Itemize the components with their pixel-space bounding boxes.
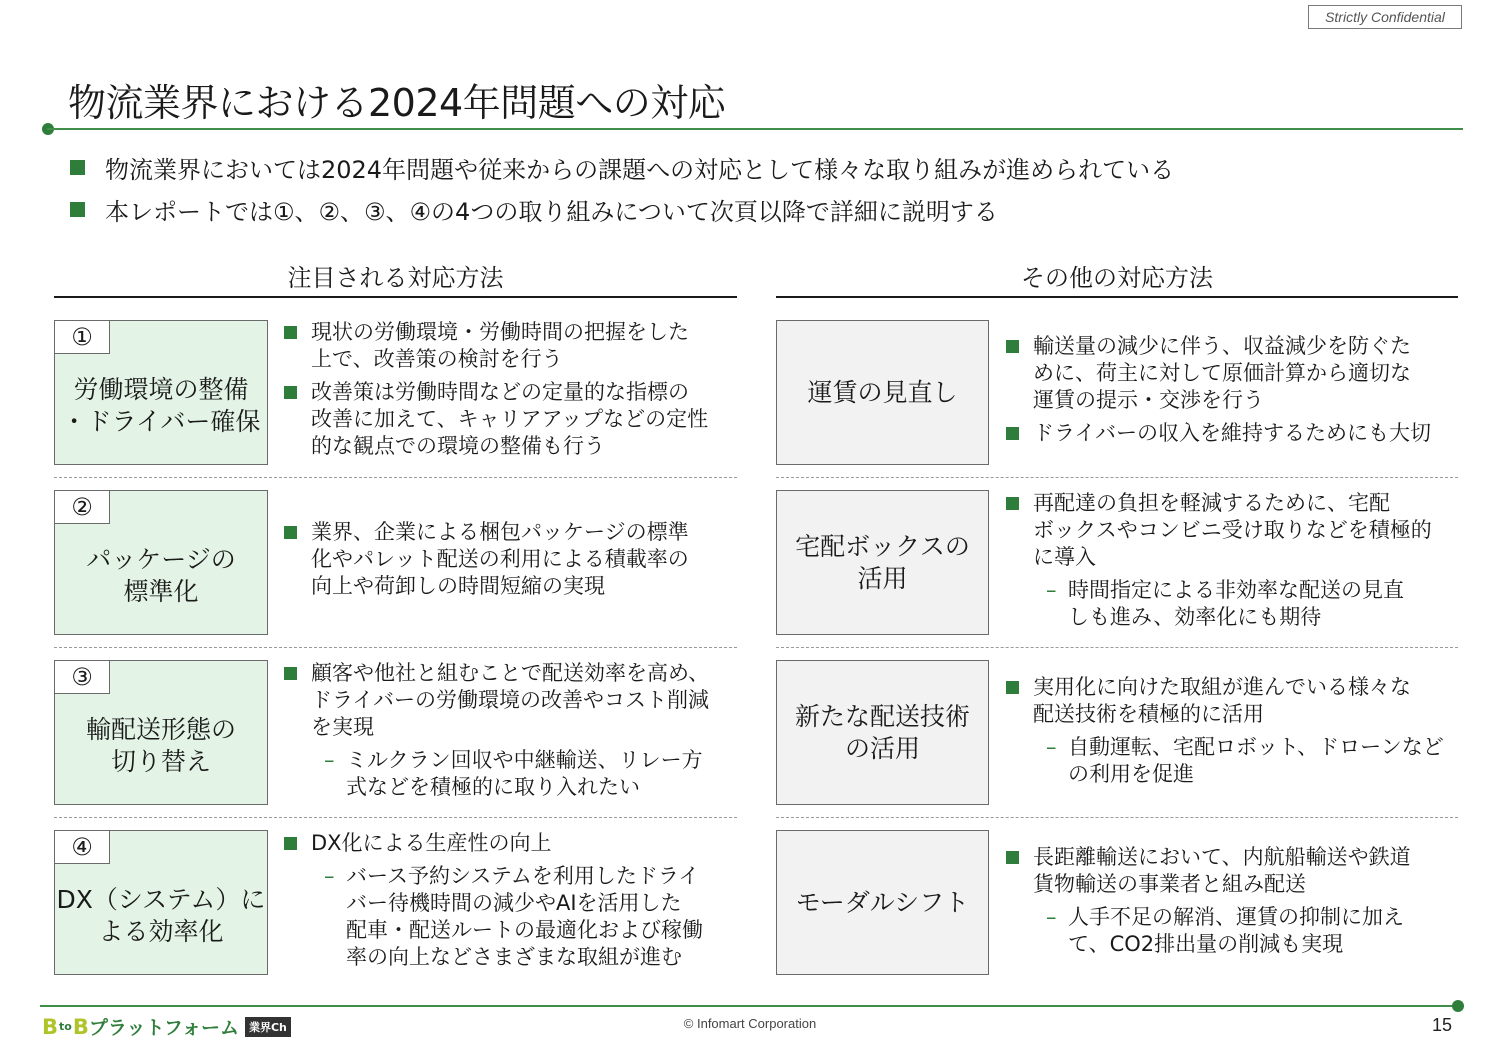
left-row-label-box-1 (54, 320, 268, 465)
page-title: 物流業界における2024年問題への対応 (68, 81, 726, 125)
bullet-square-icon (284, 526, 297, 539)
bullet-text: 業界、企業による梱包パッケージの標準 化やパレット配送の利用による積載率の 向上や荷卸しの時間短縮の実現 (311, 520, 689, 598)
logo-b1: B (42, 1014, 59, 1039)
row-label: 宅配ボックスの 活用 (795, 531, 970, 593)
right-row-label-box-2 (776, 490, 989, 635)
left-row-label-box-3 (54, 660, 268, 805)
right-row-label-box-1 (776, 320, 989, 465)
row-label: 輸配送形態の 切り替え (85, 714, 236, 776)
bullet-text: 改善策は労働時間などの定量的な指標の 改善に加えて、キャリアアップなどの定性 的な観点での環境の整備も行う (311, 380, 709, 458)
bullet-item (1006, 674, 1458, 728)
left-row-bullets-2 (284, 490, 736, 635)
row-divider-right-1 (776, 477, 1458, 478)
right-row-bullets-3 (1006, 660, 1458, 805)
bullet-text: 実用化に向けた取組が進んでいる様々な 配送技術を積極的に活用 (1033, 674, 1411, 726)
left-row-bullets-4 (284, 830, 736, 975)
right-column-heading: その他の対応方法 (1021, 264, 1213, 292)
bullet-square-icon (1006, 851, 1019, 864)
row-label: 新たな配送技術 の活用 (794, 701, 970, 763)
row-divider-left-2 (54, 647, 737, 648)
logo-tag: 業界Ch (245, 1017, 291, 1037)
bullet-item (1006, 490, 1458, 571)
row-label: 労働環境の整備 ・ドライバー確保 (61, 374, 261, 436)
bullet-square-icon (1006, 681, 1019, 694)
bullet-text: 長距離輸送において、内航船輸送や鉄道 貨物輸送の事業者と組み配送 (1033, 844, 1411, 896)
logo-b2: B (72, 1014, 89, 1039)
intro-bullet-2 (70, 192, 998, 227)
bullet-square-icon (284, 386, 297, 399)
intro-text-2: 本レポートでは①、②、③、④の4つの取り組みについて次頁以降で詳細に説明する (105, 198, 998, 226)
row-number-badge: ② (54, 490, 110, 524)
row-number-badge: ③ (54, 660, 110, 694)
bullet-square-icon (70, 160, 85, 175)
right-column-rule (776, 296, 1458, 298)
left-row-label-box-2 (54, 490, 268, 635)
bullet-text: 再配達の負担を軽減するために、宅配 ボックスやコンビニ受け取りなどを積極的 に導入 (1033, 491, 1432, 569)
bullet-item (1006, 333, 1458, 414)
page-number: 15 (1432, 1015, 1453, 1035)
dash-icon: – (1046, 578, 1057, 602)
bullet-item (1006, 844, 1458, 898)
sub-bullet-item (1046, 577, 1458, 631)
row-label: 運賃の見直し (807, 377, 958, 407)
bullet-square-icon (284, 837, 297, 850)
bullet-item (284, 660, 736, 741)
sub-bullet-text: 自動運転、宅配ロボット、ドローンなど の利用を促進 (1068, 734, 1444, 786)
bullet-square-icon (1006, 497, 1019, 510)
dash-icon: – (1046, 734, 1057, 759)
sub-bullet-item (1046, 904, 1458, 958)
title-rule (47, 128, 1463, 130)
right-row-label-box-4 (776, 830, 989, 975)
footer-rule (40, 1005, 1458, 1007)
left-column-heading: 注目される対応方法 (287, 264, 504, 292)
intro-bullet-1 (70, 150, 1174, 185)
bullet-text: 輸送量の減少に伴う、収益減少を防ぐた めに、荷主に対して原価計算から適切な 運賃の提示・交渉を行う (1033, 333, 1411, 412)
confidential-badge: Strictly Confidential (1308, 5, 1462, 29)
dash-icon: – (324, 864, 335, 888)
bullet-text: DX化による生産性の向上 (311, 831, 552, 855)
right-row-label-box-3 (776, 660, 989, 805)
sub-bullet-item (324, 747, 736, 801)
row-number-badge: ① (54, 320, 110, 354)
bullet-text: ドライバーの収入を維持するためにも大切 (1033, 420, 1431, 445)
bullet-square-icon (284, 326, 297, 339)
sub-bullet-item (1046, 734, 1458, 788)
row-number-badge: ④ (54, 830, 110, 864)
row-divider-right-2 (776, 647, 1458, 648)
sub-bullet-item (324, 863, 736, 971)
row-label: パッケージの 標準化 (86, 544, 236, 606)
row-divider-left-1 (54, 477, 737, 478)
row-label: DX（システム）に よる効率化 (56, 884, 266, 946)
dash-icon: – (324, 748, 335, 772)
logo-to: to (59, 1020, 72, 1033)
bullet-item (284, 319, 736, 373)
intro-text-1: 物流業界においては2024年問題や従来からの課題への対応として様々な取り組みが進められている (105, 156, 1175, 184)
bullet-item (1006, 420, 1458, 447)
sub-bullet-text: 時間指定による非効率な配送の見直 しも進み、効率化にも期待 (1068, 578, 1404, 629)
left-row-bullets-1 (284, 320, 736, 465)
bullet-square-icon (70, 202, 85, 217)
row-divider-left-3 (54, 817, 737, 818)
right-row-bullets-1 (1006, 320, 1458, 465)
bullet-text: 顧客や他社と組むことで配送効率を高め、 ドライバーの労働環境の改善やコスト削減 を実現 (311, 661, 710, 739)
row-label: モーダルシフト (795, 887, 970, 917)
bullet-square-icon (1006, 340, 1019, 353)
copyright: © Infomart Corporation (683, 1016, 817, 1031)
left-column-rule (54, 296, 737, 298)
left-row-bullets-3 (284, 660, 736, 805)
sub-bullet-text: 人手不足の解消、運賃の抑制に加え て、CO2排出量の削減も実現 (1068, 904, 1404, 956)
bullet-square-icon (284, 667, 297, 680)
footer-rule-dot (1452, 1000, 1464, 1012)
bullet-item (284, 379, 736, 460)
right-row-bullets-2 (1006, 490, 1458, 635)
bullet-text: 現状の労働環境・労働時間の把握をした 上で、改善策の検討を行う (311, 320, 689, 371)
sub-bullet-text: ミルクラン回収や中継輸送、リレー方 式などを積極的に取り入れたい (346, 748, 703, 799)
bullet-item (284, 830, 736, 857)
right-row-bullets-4 (1006, 830, 1458, 975)
left-row-label-box-4 (54, 830, 268, 975)
bullet-square-icon (1006, 427, 1019, 440)
sub-bullet-text: バース予約システムを利用したドライ バー待機時間の減少やAIを活用した 配車・配送ルートの最適化および稼働 率の向上などさまざまな取組が進む (346, 864, 703, 969)
dash-icon: – (1046, 904, 1057, 929)
logo-text: プラットフォーム (88, 1017, 239, 1039)
row-divider-right-3 (776, 817, 1458, 818)
bullet-item (284, 519, 736, 600)
